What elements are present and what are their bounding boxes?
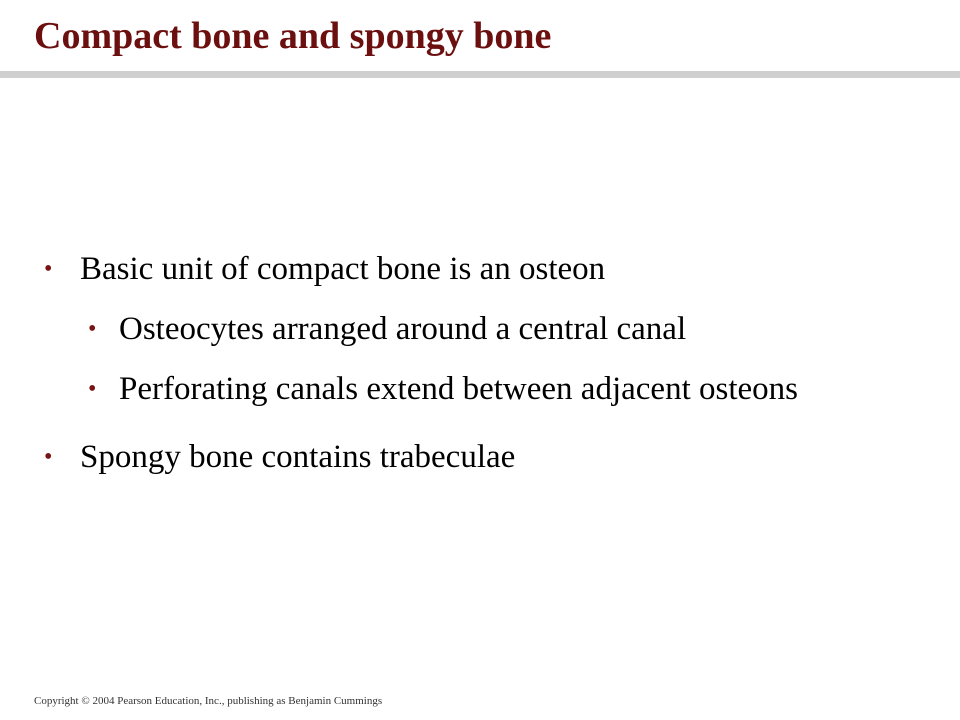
bullet-text: Osteocytes arranged around a central canal bbox=[119, 311, 687, 347]
bullet-icon: • bbox=[44, 256, 53, 282]
copyright-notice: Copyright © 2004 Pearson Education, Inc., publishing as Benjamin Cummings bbox=[34, 695, 383, 707]
bullet-text: Spongy bone contains trabeculae bbox=[80, 439, 516, 475]
slide-title: Compact bone and spongy bone bbox=[34, 15, 552, 57]
title-divider bbox=[0, 71, 960, 78]
bullet-item bbox=[44, 250, 924, 288]
bullet-list bbox=[44, 250, 924, 476]
sub-bullet-item bbox=[44, 370, 924, 408]
bullet-icon: • bbox=[88, 376, 97, 402]
bullet-icon: • bbox=[44, 444, 53, 470]
bullet-text: Basic unit of compact bone is an osteon bbox=[80, 251, 606, 287]
sub-bullet-item bbox=[44, 310, 924, 348]
bullet-item bbox=[44, 438, 924, 476]
bullet-text: Perforating canals extend between adjacent osteons bbox=[119, 371, 798, 407]
bullet-icon: • bbox=[88, 316, 97, 342]
